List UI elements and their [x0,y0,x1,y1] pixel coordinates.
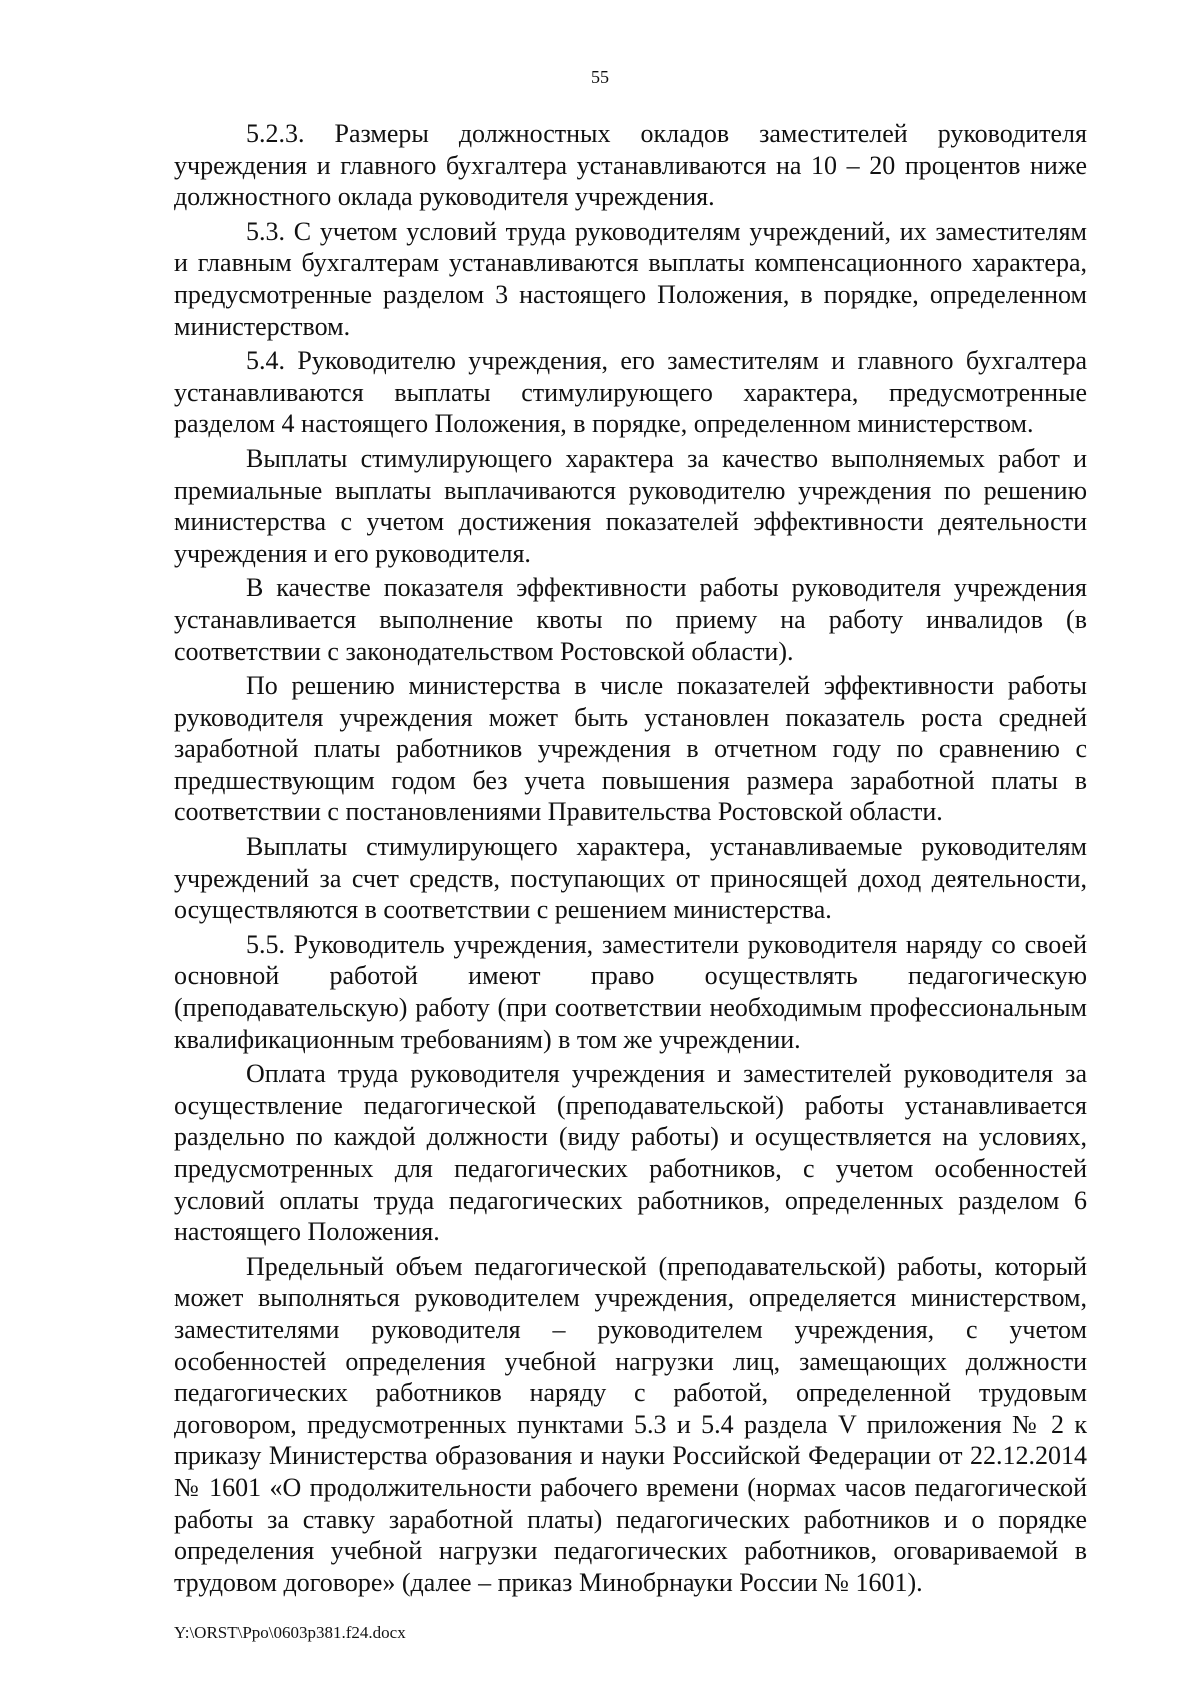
document-body [174,118,1087,1601]
paragraph-teaching-volume-limit: Предельный объем педагогической (преподавательской) работы, который может выполняться руководителем учреждения, определяется министерством, заместителями руководителя – руководителем учреждения, с учетом особенностей определения учебной нагрузки лиц, замещающих должности педагогических работников наряду с работой, определенной трудовым договором, предусмотренных пунктами 5.3 и 5.4 раздела V приложения № 2 к приказу Министерства образования и науки Российской Федерации от 22.12.2014 № 1601 «О продолжительности рабочего времени (нормах часов педагогической работы за ставку заработной платы) педагогических работников и о порядке определения учебной нагрузки педагогических работников, оговариваемой в трудовом договоре» (далее – приказ Минобрнауки России № 1601). [174,1251,1087,1597]
paragraph-5-5: 5.5. Руководитель учреждения, заместители руководителя наряду со своей основной работой имеют право осуществлять педагогическую (преподавательскую) работу (при соответствии необходимым профессиональным квалификационным требованиям) в том же учреждении. [174,929,1087,1054]
paragraph-efficiency-indicator: В качестве показателя эффективности работы руководителя учреждения устанавливается выполнение квоты по приему на работу инвалидов (в соответствии с законодательством Ростовской области). [174,573,1087,666]
paragraph-teaching-pay: Оплата труда руководителя учреждения и заместителей руководителя за осуществление педагогической (преподавательской) работы устанавливается раздельно по каждой должности (виду работы) и осуществляется на условиях, предусмотренных для педагогических работников, с учетом особенностей условий оплаты труда педагогических работников, определенных разделом 6 настоящего Положения. [174,1059,1087,1247]
footer-file-path: Y:\ORST\Ppo\0603p381.f24.docx [174,1623,406,1642]
paragraph-income-generating-payments: Выплаты стимулирующего характера, устанавливаемые руководителям учреждений за счет средств, поступающих от приносящей доход деятельности, осуществляются в соответствии с решением министерства. [174,832,1087,925]
paragraph-5-4: 5.4. Руководителю учреждения, его заместителям и главного бухгалтера устанавливаются выплаты стимулирующего характера, предусмотренные разделом 4 настоящего Положения, в порядке, определенном министерством. [174,346,1087,439]
paragraph-5-3: 5.3. С учетом условий труда руководителям учреждений, их заместителям и главным бухгалтерам устанавливаются выплаты компенсационного характера, предусмотренные разделом 3 настоящего Положения, в порядке, определенном министерством. [174,216,1087,341]
paragraph-stimulating-payments: Выплаты стимулирующего характера за качество выполняемых работ и премиальные выплаты выплачиваются руководителю учреждения по решению министерства с учетом достижения показателей эффективности деятельности учреждения и его руководителя. [174,443,1087,568]
paragraph-salary-growth-indicator: По решению министерства в числе показателей эффективности работы руководителя учреждения может быть установлен показатель роста средней заработной платы работников учреждения в отчетном году по сравнению с предшествующим годом без учета повышения размера заработной платы в соответствии с постановлениями Правительства Ростовской области. [174,671,1087,827]
page-number: 55 [591,67,609,87]
paragraph-5-2-3: 5.2.3. Размеры должностных окладов заместителей руководителя учреждения и главного бухгалтера устанавливаются на 10 – 20 процентов ниже должностного оклада руководителя учреждения. [174,119,1087,212]
